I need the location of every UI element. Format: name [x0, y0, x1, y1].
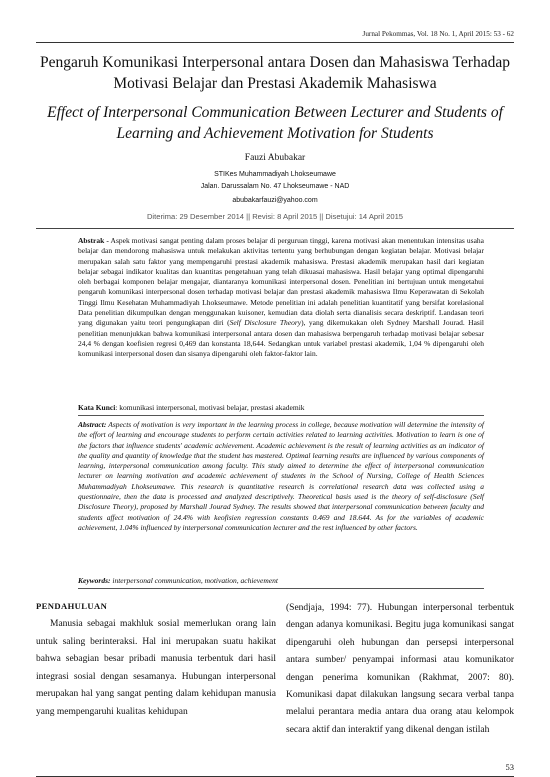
affiliation-address: Jalan. Darussalam No. 47 Lhokseumawe - NAD	[200, 183, 350, 190]
title-indonesian: Pengaruh Komunikasi Interpersonal antara Dosen dan Mahasiswa Terhadap Motivasi Belajar dan Prestasi Akademik Mahasiswa	[40, 54, 510, 92]
submission-dates: Diterima: 29 Desember 2014 || Revisi: 8 April 2015 || Disetujui: 14 April 2015	[146, 212, 404, 221]
keywords-rule	[78, 588, 484, 589]
abstract-en-text: Aspects of motivation is very important in the learning process in college, because motivation will determine the intensity of the effort of learning and encourage students to perform certain activities related to learning activities. Motivation to learn is one of the factors that influence students' academic achievement. Academic achievement is the result of learning activities as an indicator of the quality and quantity of knowledge that the student has mastered. Optimal learning results are influenced by various components of learning, interpersonal communication among faculty. This study aimed to determine the effect of interpersonal communication lecturer on learning motivation and academic achievement of students in the School of Nursing, College of Health Sciences Muhammadiyah Lhokseumawe. This research is quantitative research is correlational research data was collected using a questionnaire, then the data is processed and analyzed descriptively. Theoretical basis used is the theory of self-disclosure (Self Disclosure Theory), proposed by Marshall Jourad Sydney. The results showed that interpersonal communication between faculty and students affect motivation of 24.4% with keofisien regression constants 0.469 and 18.644. As for the variables of academic achievement, 1.04% influenced by interpersonal communication lecturer and the rest influenced by other factors.	[78, 420, 484, 532]
journal-header: Jurnal Pekommas, Vol. 18 No. 1, April 2015: 53 - 62	[362, 30, 514, 38]
keywords-id-label: Kata Kunci	[78, 403, 116, 412]
abstract-id-text: Aspek motivasi sangat penting dalam proses belajar di perguruan tinggi, karena motivasi akan menentukan intensitas usaha belajar dan mendorong mahasiswa untuk melakukan aktivitas tertentu yang berhubungan dengan kegiatan belajar. Motivasi belajar merupakan salah satu faktor yang mempengaruhi prestasi akademik mahasiswa. Prestasi akademik merupakan hasil dari kegiatan belajar sebagai indikator kualitas dan kuantitas pengetahuan yang telah dikuasai mahasiswa. Hasil belajar yang optimal dipengaruhi oleh berbagai komponen belajar mengajar, diantaranya komunikasi interpersonal dosen. Penelitian ini bertujuan untuk mengetahui pengaruh komunikasi interpersonal dosen terhadap motivasi belajar dan prestasi akademik mahasiswa Ilmu Keperawatan di Sekolah Tinggi Ilmu Kesehatan Muhammadiyah Lhokseumawe. Metode penelitian ini adalah penelitian kuantitatif yang bersifat korelasional Data penelitian dikumpulkan dengan menggunakan kuisoner, kemudian data diolah serta dianalisis secara deskriptif. Landasan teori yang digunakan yaitu teori pengungkapan diri (	[78, 236, 484, 328]
author-email: abubakarfauzi@yahoo.com	[232, 197, 318, 204]
body-column-right: (Sendjaja, 1994: 77). Hubungan interpersonal terbentuk dengan adanya komunikasi. Begitu juga komunikasi sangat dipengaruhi oleh hubungan dan persepsi interpersonal antara sumber/ penyampai informasi atau komunikator dengan penerima komunikan (Rakhmat, 2007: 80). Komunikasi dapat dilakukan langsung secara verbal tanpa melalui perantara media antara dua orang atau kelompok secara aktif dan interaktif yang dikenal dengan istilah	[286, 603, 514, 735]
abstract-rule	[78, 415, 484, 416]
affiliation-institution: STIKes Muhammadiyah Lhokseumawe	[214, 171, 336, 178]
abstract-english	[78, 420, 484, 533]
keywords-id-text: : komunikasi interpersonal, motivasi belajar, prestasi akademik	[115, 403, 305, 412]
header-rule	[36, 42, 514, 43]
keywords-en-label: Keywords:	[78, 576, 111, 585]
title-english: Effect of Interpersonal Communication Between Lecturer and Students of Learning and Achievement Motivation for Students	[47, 104, 503, 142]
keywords-indonesian	[78, 403, 484, 412]
abstract-id-label: Abstrak -	[78, 236, 109, 245]
page-number: 53	[505, 762, 514, 772]
body-column-left: Manusia sebagai makhluk sosial memerlukan orang lain untuk saling berinteraksi. Hal ini merupakan suatu hakikat bahwa sebagian besar pribadi manusia terbentuk dari hasil integrasi sosial dengan sesamanya. Hubungan interpersonal merupakan hal yang sangat penting dalam kehidupan manusia yang mempengaruhi kualitas kehidupan	[36, 619, 276, 717]
abstract-en-label: Abstract:	[78, 420, 107, 429]
abstract-id-text-2: ), yang dikemukakan oleh Sydney Marshall Jourad. Hasil penelitian menunjukkan bahwa komunikasi interpersonal antara dosen dan mahasiswa berpengaruh terhadap motivasi belajar sebesar 24,4 % dengan koefisien regresi 0,469 dan konstanta 18,644. Sedangkan untuk variabel prestasi akademik, 1,04 % dipengaruhi oleh komunikasi interpersonal dosen dan sisanya dipengaruhi oleh faktor-faktor lain.	[78, 318, 485, 359]
keywords-en-text: interpersonal communication, motivation, achievement	[112, 576, 278, 585]
keywords-english	[78, 576, 484, 585]
abstract-id-italic-term: Self Disclosure Theory	[229, 318, 302, 328]
author-name: Fauzi Abubakar	[244, 153, 306, 163]
section-heading: PENDAHULUAN	[36, 601, 108, 611]
abstract-indonesian	[78, 236, 484, 360]
dates-rule	[36, 228, 514, 229]
